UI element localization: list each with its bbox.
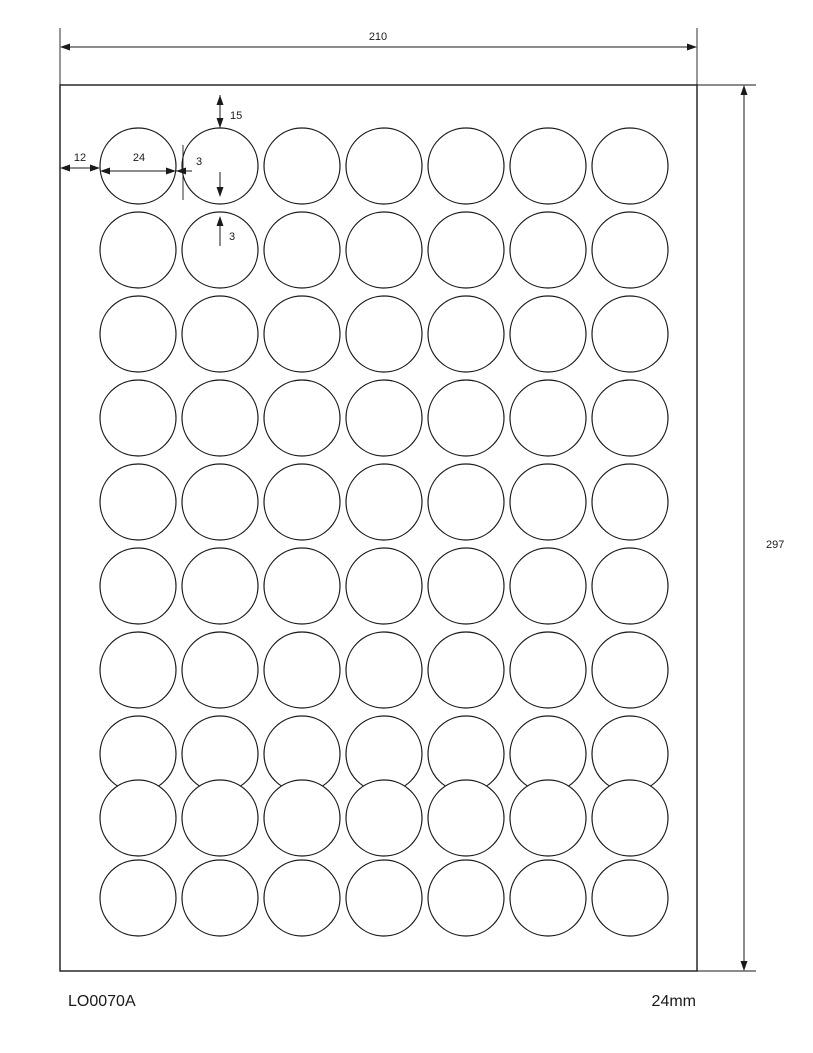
label-circle xyxy=(510,128,586,204)
label-circle xyxy=(100,128,176,204)
label-circle xyxy=(346,860,422,936)
label-circle xyxy=(510,860,586,936)
label-circle xyxy=(264,548,340,624)
circle-diameter-label: 24 xyxy=(132,152,146,164)
label-circle xyxy=(428,860,504,936)
label-circle xyxy=(264,780,340,856)
label-circle xyxy=(264,380,340,456)
label-circle xyxy=(346,296,422,372)
label-circle xyxy=(182,548,258,624)
label-circle xyxy=(182,860,258,936)
label-circle xyxy=(592,780,668,856)
label-circle xyxy=(182,380,258,456)
label-circle xyxy=(428,632,504,708)
label-circle xyxy=(264,212,340,288)
label-circle xyxy=(510,212,586,288)
label-circle xyxy=(100,780,176,856)
label-circle xyxy=(428,212,504,288)
label-circle xyxy=(510,780,586,856)
label-circle xyxy=(182,780,258,856)
sheet-height-label: 297 xyxy=(766,539,785,551)
label-circle xyxy=(264,296,340,372)
label-circle xyxy=(592,860,668,936)
label-circle xyxy=(264,632,340,708)
label-circle xyxy=(592,128,668,204)
label-circle xyxy=(510,296,586,372)
label-circle xyxy=(100,464,176,540)
label-circle xyxy=(264,464,340,540)
label-circle xyxy=(346,780,422,856)
dimension-sheet-height xyxy=(697,85,784,971)
label-circle xyxy=(346,380,422,456)
label-circle xyxy=(592,296,668,372)
horizontal-gap-label: 3 xyxy=(196,156,203,168)
label-circle xyxy=(346,548,422,624)
label-circle xyxy=(592,464,668,540)
label-circle xyxy=(100,380,176,456)
vertical-gap-label: 3 xyxy=(229,231,236,243)
label-circle xyxy=(510,464,586,540)
label-circle xyxy=(428,380,504,456)
left-margin-label: 12 xyxy=(73,152,87,164)
label-circle xyxy=(428,128,504,204)
label-circle xyxy=(510,548,586,624)
label-circle xyxy=(428,780,504,856)
label-circle xyxy=(100,632,176,708)
label-circle xyxy=(510,380,586,456)
label-circle xyxy=(428,296,504,372)
label-circle xyxy=(346,632,422,708)
size-label: 24mm xyxy=(651,993,696,1010)
label-circle xyxy=(428,548,504,624)
label-circle xyxy=(510,632,586,708)
label-circle xyxy=(592,632,668,708)
label-circle xyxy=(100,548,176,624)
label-circle xyxy=(346,464,422,540)
label-circle xyxy=(592,548,668,624)
label-circle xyxy=(592,212,668,288)
label-circle xyxy=(264,860,340,936)
dimension-sheet-width xyxy=(60,28,697,85)
top-margin-label: 15 xyxy=(230,110,243,122)
sheet-width-label: 210 xyxy=(368,31,388,43)
label-circle xyxy=(592,380,668,456)
label-circle xyxy=(100,860,176,936)
label-circle xyxy=(182,632,258,708)
label-circle xyxy=(428,464,504,540)
label-circle xyxy=(100,296,176,372)
label-circle xyxy=(100,212,176,288)
label-circle xyxy=(182,296,258,372)
label-circle xyxy=(346,212,422,288)
label-circle xyxy=(346,128,422,204)
product-code-label: LO0070A xyxy=(68,993,136,1010)
label-circle xyxy=(182,464,258,540)
label-circle xyxy=(264,128,340,204)
